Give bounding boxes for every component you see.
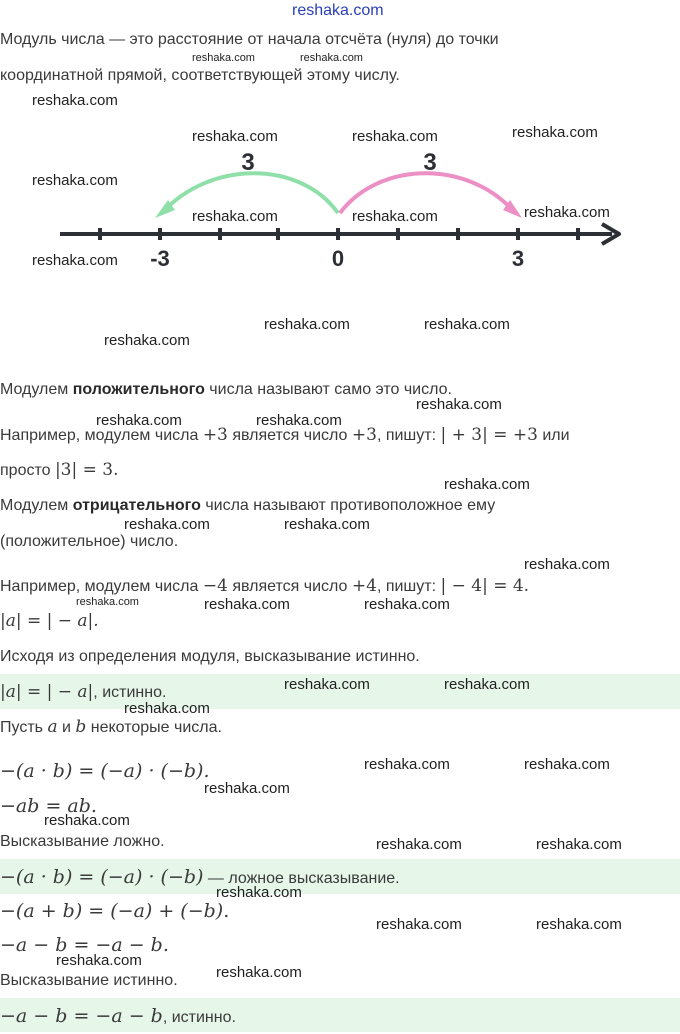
text-span: числа называют само это число. xyxy=(204,381,452,398)
math-span: +3 xyxy=(351,425,377,445)
watermark: reshaka.com xyxy=(536,836,622,853)
text-span: — ложное высказывание. xyxy=(203,870,400,887)
statement3-formula: −(a + b) = (−a) + (−b). xyxy=(0,900,230,922)
intro-line-2: координатной прямой, соответствующей этому числу. xyxy=(0,67,400,84)
math-span: +3 xyxy=(202,425,228,445)
math-span: −(a · b) = (−a) · (−b) xyxy=(0,866,204,888)
math-span: |3| = 3. xyxy=(54,460,119,480)
watermark: reshaka.com xyxy=(216,884,302,901)
text-span: просто xyxy=(0,462,55,479)
watermark: reshaka.com xyxy=(204,780,290,797)
watermark: reshaka.com xyxy=(376,836,462,853)
math-span: −a − b = −a − b xyxy=(0,1005,163,1027)
negative-definition-line2: (положительное) число. xyxy=(0,533,179,550)
watermark: reshaka.com xyxy=(192,128,278,145)
math-span: |a| = | − a| xyxy=(0,682,94,702)
watermark: reshaka.com xyxy=(536,916,622,933)
statement2-answer xyxy=(0,866,400,888)
text-span: числа называют противоположное ему xyxy=(200,497,496,514)
watermark: reshaka.com xyxy=(104,332,190,349)
text-span: Модулем xyxy=(0,497,73,514)
text-span: некоторые числа. xyxy=(86,719,222,736)
site-watermark-top: reshaka.com xyxy=(292,2,384,19)
watermark: reshaka.com xyxy=(32,252,118,269)
text-span: является число xyxy=(227,427,352,444)
text-span: Например, модулем числа xyxy=(0,578,203,595)
watermark: reshaka.com xyxy=(32,172,118,189)
statement1-formula: |a| = | − a|. xyxy=(0,611,99,631)
math-span: −4 xyxy=(202,576,228,596)
text-span: Модулем xyxy=(0,381,73,398)
text-span: является число xyxy=(227,578,352,595)
watermark: reshaka.com xyxy=(216,964,302,981)
positive-simple xyxy=(0,460,119,480)
watermark: reshaka.com xyxy=(352,128,438,145)
negative-example xyxy=(0,576,529,596)
statement3-derived: −a − b = −a − b. xyxy=(0,934,169,956)
watermark: reshaka.com xyxy=(56,952,142,969)
math-span: a xyxy=(47,717,58,737)
bold-term-negative: отрицательного xyxy=(72,497,201,514)
statement1-reason: Исходя из определения модуля, высказывание истинно. xyxy=(0,648,420,665)
text-span: , истинно. xyxy=(93,684,167,701)
watermark: reshaka.com xyxy=(204,596,290,613)
text-span: Пусть xyxy=(0,719,48,736)
left-distance-label: 3 xyxy=(241,149,255,176)
watermark: reshaka.com xyxy=(96,412,182,429)
watermark: reshaka.com xyxy=(284,676,370,693)
watermark: reshaka.com xyxy=(264,316,350,333)
statement3-verdict: Высказывание истинно. xyxy=(0,972,178,989)
math-span: | + 3| = +3 xyxy=(440,425,538,445)
watermark: reshaka.com xyxy=(416,396,502,413)
right-distance-label: 3 xyxy=(423,149,437,176)
text-span: , пишут: xyxy=(376,427,441,444)
watermark: reshaka.com xyxy=(444,676,530,693)
watermark: reshaka.com xyxy=(256,412,342,429)
watermark: reshaka.com xyxy=(76,596,139,608)
math-span: +4 xyxy=(351,576,377,596)
text-span: или xyxy=(537,427,570,444)
watermark: reshaka.com xyxy=(364,756,450,773)
watermark: reshaka.com xyxy=(124,516,210,533)
watermark: reshaka.com xyxy=(192,52,255,64)
math-span: | − 4| = 4. xyxy=(440,576,530,596)
watermark: reshaka.com xyxy=(524,556,610,573)
negative-definition xyxy=(0,497,495,515)
text-span: Например, модулем числа xyxy=(0,427,203,444)
bold-term-positive: положительного xyxy=(72,381,205,398)
watermark: reshaka.com xyxy=(444,476,530,493)
statement2-formula: −(a · b) = (−a) · (−b). xyxy=(0,760,210,782)
tick-label-zero: 0 xyxy=(331,246,345,271)
watermark: reshaka.com xyxy=(32,92,118,109)
positive-definition xyxy=(0,381,452,399)
watermark: reshaka.com xyxy=(352,208,438,225)
watermark: reshaka.com xyxy=(524,204,610,221)
statement1-answer xyxy=(0,682,166,702)
watermark: reshaka.com xyxy=(124,700,210,717)
watermark: reshaka.com xyxy=(524,756,610,773)
statement3-answer xyxy=(0,1005,236,1027)
watermark: reshaka.com xyxy=(284,516,370,533)
tick-label-minus3: -3 xyxy=(150,246,170,271)
statement2-intro xyxy=(0,717,222,737)
text-span: , пишут: xyxy=(376,578,441,595)
watermark: reshaka.com xyxy=(376,916,462,933)
statement2-verdict: Высказывание ложно. xyxy=(0,833,165,850)
watermark: reshaka.com xyxy=(300,52,363,64)
math-span: b xyxy=(75,717,87,737)
watermark: reshaka.com xyxy=(192,208,278,225)
watermark: reshaka.com xyxy=(424,316,510,333)
text-span: и xyxy=(57,719,76,736)
watermark: reshaka.com xyxy=(44,812,130,829)
watermark: reshaka.com xyxy=(512,124,598,141)
watermark: reshaka.com xyxy=(364,596,450,613)
intro-line-1: Модуль числа — это расстояние от начала отсчёта (нуля) до точки xyxy=(0,31,499,48)
text-span: , истинно. xyxy=(162,1009,236,1026)
tick-label-3: 3 xyxy=(511,246,525,271)
statement2-derived: −ab = ab. xyxy=(0,795,97,817)
